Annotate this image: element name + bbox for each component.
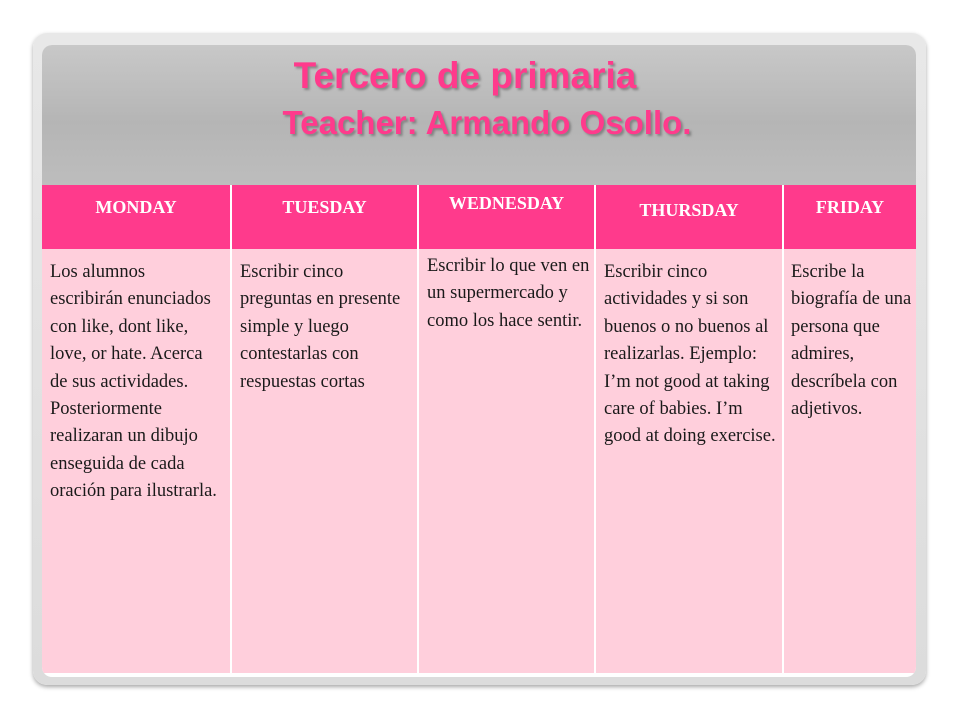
header-friday — [784, 185, 916, 249]
cell-text: Escribir cinco preguntas en presente simple y luego contestarlas con respuestas cortas — [240, 262, 401, 392]
cell-text: Escribe la biografía de una persona que admires, descríbela con adjetivos. — [791, 262, 912, 420]
cell-monday — [42, 249, 230, 673]
column-wednesday — [419, 185, 594, 673]
header-label: WEDNESDAY — [448, 193, 565, 213]
column-divider — [417, 185, 419, 673]
header-label: FRIDAY — [815, 197, 885, 217]
slide — [42, 45, 916, 677]
header-tuesday — [232, 185, 417, 249]
header-label: MONDAY — [95, 197, 177, 217]
column-tuesday — [232, 185, 417, 673]
title-band — [42, 45, 916, 185]
column-divider — [230, 185, 232, 673]
column-monday — [42, 185, 230, 673]
cell-tuesday — [232, 249, 417, 673]
cell-text: Escribir cinco actividades y si son buenos o no buenos al realizarlas. Ejemplo: I’m not good at taking care of babies. I’m good at doing exercise. — [604, 262, 776, 447]
header-monday — [42, 185, 230, 249]
header-label: TUESDAY — [282, 197, 367, 217]
cell-text: Los alumnos escribirán enunciados con like, dont like, love, or hate. Acerca de sus actividades. Posteriormente realizaran un dibujo enseguida de cada oración para ilustrarla. — [50, 262, 217, 502]
teacher-name: Teacher: Armando Osollo. — [282, 104, 692, 141]
column-divider — [594, 185, 596, 673]
header-wednesday — [419, 185, 594, 249]
cell-wednesday — [419, 249, 594, 673]
column-thursday — [596, 185, 782, 673]
header-thursday — [596, 185, 782, 249]
page-title: Tercero de primaria — [293, 55, 637, 96]
cell-friday — [784, 249, 916, 673]
header-label: THURSDAY — [639, 200, 739, 220]
schedule-table — [42, 185, 916, 677]
cell-text: Escribir lo que ven en un supermercado y como los hace sentir. — [427, 256, 590, 331]
column-friday — [784, 185, 916, 673]
column-divider — [782, 185, 784, 673]
cell-thursday — [596, 249, 782, 673]
